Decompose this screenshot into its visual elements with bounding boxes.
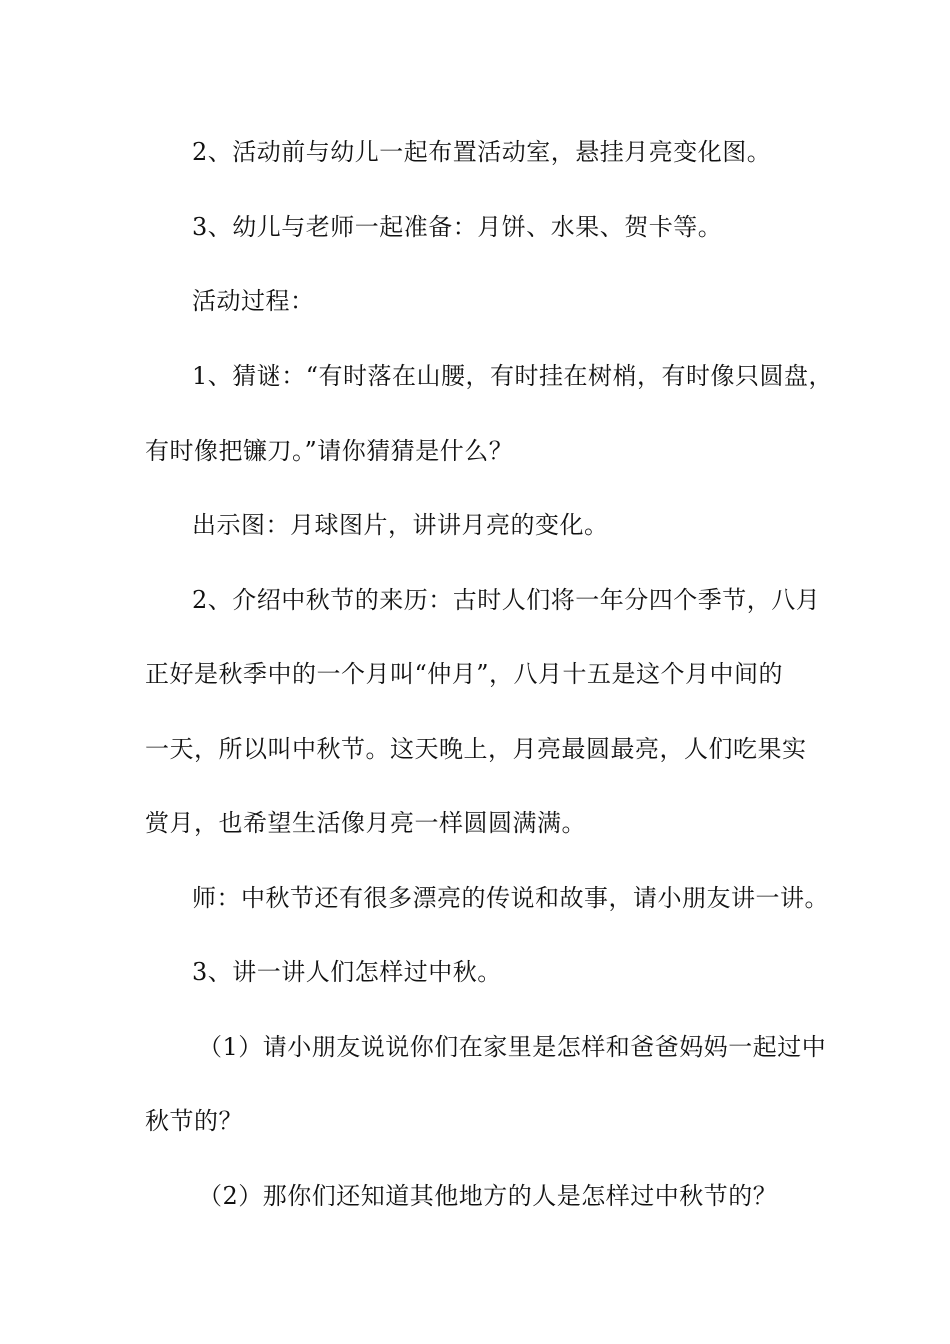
text-line-riddle-cont: 有时像把镰刀。”请你猜猜是什么？ xyxy=(145,437,514,465)
text-line-how-celebrate: 3、讲一讲人们怎样过中秋。 xyxy=(192,958,502,986)
text-line-prep-3: 3、幼儿与老师一起准备：月饼、水果、贺卡等。 xyxy=(192,213,723,241)
text-line-festival-origin-cont-1: 正好是秋季中的一个月叫“仲月”，八月十五是这个月中间的 xyxy=(145,660,784,688)
text-line-riddle: 1、猜谜：“有时落在山腰，有时挂在树梢，有时像只圆盘， xyxy=(192,362,834,390)
text-line-festival-origin: 2、介绍中秋节的来历：古时人们将一年分四个季节，八月 xyxy=(192,586,821,614)
text-line-teacher-legends: 师：中秋节还有很多漂亮的传说和故事，请小朋友讲一讲。 xyxy=(192,884,829,912)
text-line-question-1-cont: 秋节的？ xyxy=(145,1107,243,1135)
text-line-prep-2: 2、活动前与幼儿一起布置活动室，悬挂月亮变化图。 xyxy=(192,138,772,166)
text-line-festival-origin-cont-3: 赏月，也希望生活像月亮一样圆圆满满。 xyxy=(145,809,586,837)
text-line-question-1: （1）请小朋友说说你们在家里是怎样和爸爸妈妈一起过中 xyxy=(198,1033,827,1061)
section-heading-activity-process: 活动过程： xyxy=(192,287,315,315)
text-line-question-2: （2）那你们还知道其他地方的人是怎样过中秋节的？ xyxy=(198,1182,778,1210)
text-line-show-picture: 出示图：月球图片，讲讲月亮的变化。 xyxy=(192,511,609,539)
text-line-festival-origin-cont-2: 一天，所以叫中秋节。这天晚上，月亮最圆最亮，人们吃果实 xyxy=(145,735,807,763)
